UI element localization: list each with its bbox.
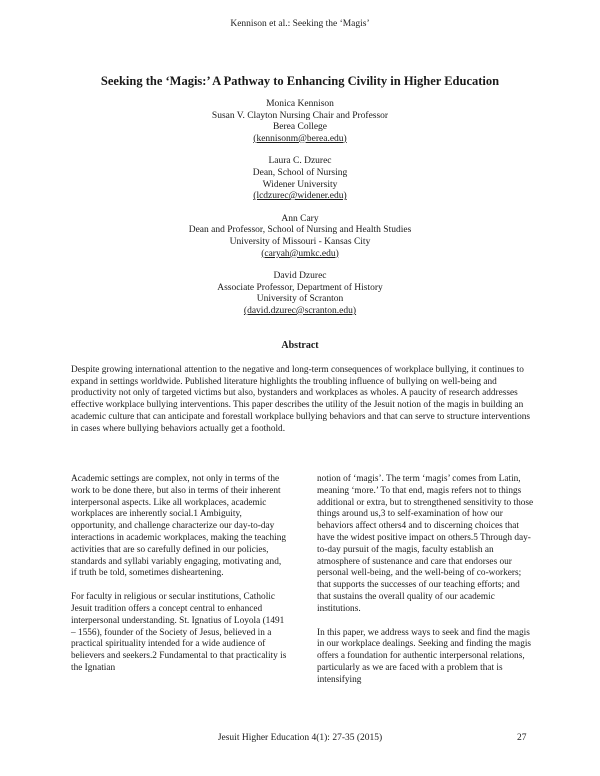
running-head xyxy=(0,19,600,29)
footer-journal-citation: Jesuit Higher Education 4(1): 27-35 (2015) xyxy=(217,733,383,743)
body-paragraph: Academic settings are complex, not only in terms of the work to be done there, but also in terms of their inherent interpersonal aspects. Like all workplaces, academic workplaces are inherently social.1 Ambiguity, opportunity, and challenge characterize our day-to-day interactions in academic workplaces, making the teaching activities that are so carefully defined in our policies, standards and syllabi variably engaging, motivating and, if truth be told, sometimes disheartening. xyxy=(71,474,287,579)
author-affiliation: Associate Professor, Department of History xyxy=(217,282,383,293)
abstract-text: Despite growing international attention to the negative and long-term consequences of workplace bullying, it continues to expand in settings worldwide. Published literature highlights the troubling influence of bullying on well-being and productivity not only of targeted victims but also, bystanders and workplaces as wholes. A paucity of research addresses effective workplace bullying interventions. This paper describes the utility of the Jesuit notion of the magis in building an academic culture that can anticipate and forestall workplace bullying behaviors and that can serve to structure interventions in cases where bullying behaviors actually get a foothold. xyxy=(71,365,530,434)
author-name: Ann Cary xyxy=(281,213,319,224)
author-email-link[interactable]: (caryah@umkc.edu) xyxy=(261,248,339,259)
body-column-right xyxy=(317,474,535,699)
author-email-link[interactable]: (david.dzurec@scranton.edu) xyxy=(243,305,357,316)
author-affiliation: Susan V. Clayton Nursing Chair and Professor xyxy=(211,110,389,121)
author-name: David Dzurec xyxy=(273,271,327,282)
body-paragraph: In this paper, we address ways to seek and find the magis in our workplace dealings. Seeking and finding the magis offers a foundation for authentic interpersonal relations, particularly as we are faced with a problem that is intensifying xyxy=(317,627,532,685)
running-head-text: Kennison et al.: Seeking the ‘Magis’ xyxy=(230,19,370,29)
body-paragraph: For faculty in religious or secular institutions, Catholic Jesuit tradition offers a concept central to enhanced interpersonal understanding. St. Ignatius of Loyola (1491 – 1556), founder of the Society of Jesus, believed in a practical spirituality intended for a wide audience of believers and seekers.2 Fundamental to that practicality is the Ignatian xyxy=(71,592,287,673)
author-block xyxy=(60,271,540,317)
page-number: 27 xyxy=(517,733,527,743)
author-affiliation: Widener University xyxy=(262,179,338,190)
body-paragraph: notion of ‘magis’. The term ‘magis’ comes from Latin, meaning ‘more.’ To that end, magis refers not to things additional or extra, but to strengthened sensitivity to those things around us,3 to self-examination of how our behaviors affect others4 and to discerning choices that have the widest positive impact on others.5 Through day-to-day pursuit of the magis, faculty establish an atmosphere of sustenance and care that endorses our personal well-being, and the well-being of co-workers; that supports the successes of our teaching efforts; and that sustains the overall quality of our academic institutions. xyxy=(317,474,534,614)
paper-title: Seeking the ‘Magis:’ A Pathway to Enhancing Civility in Higher Education xyxy=(100,74,500,88)
author-affiliation: Dean, School of Nursing xyxy=(252,167,348,178)
author-name: Monica Kennison xyxy=(266,99,334,109)
author-name: Laura C. Dzurec xyxy=(268,156,332,167)
author-email-link[interactable]: (lcdzurec@widener.edu) xyxy=(253,191,347,202)
author-affiliation: University of Missouri - Kansas City xyxy=(229,236,371,247)
author-block xyxy=(60,156,540,202)
author-affiliation: Dean and Professor, School of Nursing and Health Studies xyxy=(188,225,412,236)
author-affiliation: Berea College xyxy=(272,122,328,133)
body-column-left xyxy=(71,474,289,687)
author-block xyxy=(60,99,540,145)
author-affiliation: University of Scranton xyxy=(256,294,344,305)
author-block xyxy=(60,214,540,260)
abstract-heading: Abstract xyxy=(281,340,319,351)
author-list xyxy=(60,99,540,329)
author-email-link[interactable]: (kennisonm@berea.edu) xyxy=(253,133,347,144)
